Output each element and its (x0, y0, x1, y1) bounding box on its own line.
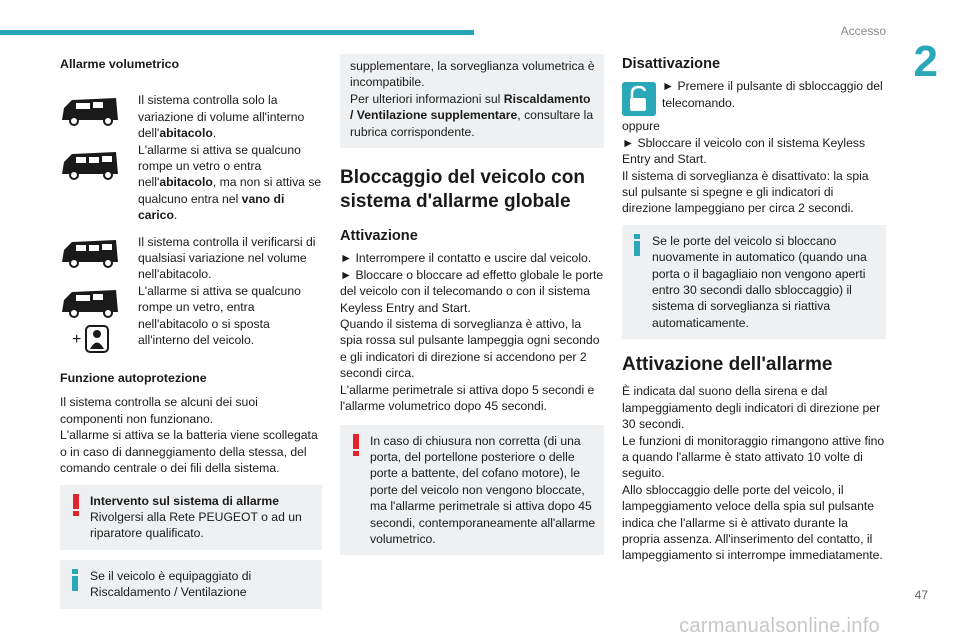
van-icon (60, 92, 122, 132)
block1-text2: L'allarme si attiva se qualcuno rompe un vetro o entra nell'abitacolo, ma non si attiva se qualcuno entra nel vano di carico. (138, 142, 322, 223)
continued-info-box (340, 54, 604, 148)
continued-text-1: supplementare, la sorveglianza volumetrica è incompatibile. (350, 59, 595, 90)
warning-icon (352, 434, 360, 456)
activation-step2: ► Bloccare o bloccare ad effetto globale le porte del veicolo con il telecomando o con il sistema Keyless Entry and Start. (340, 267, 604, 315)
activation-para1: Quando il sistema di sorveglianza è attivo, la spia rossa sul pulsante lampeggia ogni secondo e gli indicatori di direzione si accendono per 2 secondi circa. (340, 317, 600, 381)
block2-text1: Il sistema controlla il verificarsi di qualsiasi variazione nel volume nell'abitacolo. (138, 234, 316, 282)
vehicle-icons-1 (60, 92, 130, 223)
alarm-activation-title: Attivazione dell'allarme (622, 354, 833, 376)
self-protection-title: Funzione autoprotezione (60, 371, 207, 386)
vehicle-text-1 (138, 92, 322, 223)
warning-text: In caso di chiusura non corretta (di una porta, del portellone posteriore o delle porte a battente, del cofano motore), le porte del veicolo non vengono bloccate, ma l'allarme perimetrale si attiva dopo 45 secondi, contemporaneamente all'allarme volumetrico. (370, 433, 596, 546)
activation-para2: L'allarme perimetrale si attiva dopo 5 secondi e l'allarme volumetrico dopo 45 secondi. (340, 382, 595, 414)
info-icon (72, 569, 78, 591)
block2-text2: L'allarme si attiva se qualcuno rompe un vetro, entra nell'abitacolo o si sposta all'interno del veicolo. (138, 283, 301, 348)
vehicle-icons-2 (60, 234, 130, 358)
warning-text: Rivolgersi alla Rete PEUGEOT o ad un riparatore qualificato. (90, 509, 302, 541)
column-2 (340, 54, 604, 555)
continued-text-2: Per ulteriori informazioni sul Riscaldamento / Ventilazione supplementare, consultare la rubrica corrispondente. (350, 91, 594, 139)
warning-box-content (72, 493, 314, 542)
svg-text:+: + (72, 330, 82, 348)
alarm-para2: È indicata dal suono della sirena e dal lampeggiamento degli indicatori di direzione per 30 secondi. (622, 384, 881, 432)
info-box (622, 225, 886, 339)
info-text: Se le porte del veicolo si bloccano nuovamente in automatico (quando una porta o il bagagliaio non vengono aperti entro 30 secondi dallo sbloccaggio) il sistema di sorveglianza si riattiva automaticamente. (652, 233, 867, 330)
info-text: Se il veicolo è equipaggiato di Riscaldamento / Ventilazione (90, 568, 252, 600)
van-icon (60, 284, 122, 324)
deactivation-step1-block (622, 78, 886, 118)
van-icon (60, 146, 122, 186)
unlock-remote-icon (622, 82, 656, 116)
alarm-para4: Allo sbloccaggio delle porte del veicolo, il lampeggiamento veloce della spia sul pulsante indica che l'allarme si è attivato durante la propria assenza. All'inserimento del contatto, il lampeggiamento si interrompe immediatamente. (622, 482, 883, 563)
chapter-number: 2 (913, 37, 938, 86)
activation-step1: ► Interrompere il contatto e uscire dal veicolo. (340, 251, 592, 266)
activation-title: Attivazione (340, 228, 418, 245)
alarm-para3: Le funzioni di monitoraggio rimangono attive fino a quando l'allarme è stato attivato 10 volte di seguito. (622, 433, 885, 481)
person-icon (72, 324, 112, 354)
watermark-url: carmanualsonline.info (679, 615, 880, 637)
global-lock-title: Bloccaggio del veicolo con sistema d'allarme globale (340, 167, 585, 213)
warning-title: Intervento sul sistema di allarme (90, 493, 279, 508)
deactivation-step1: ► Premere il pulsante di sbloccaggio del telecomando. (662, 79, 883, 110)
or-text: oppure (622, 119, 660, 134)
column-1 (60, 56, 322, 609)
volumetric-alarm-title: Allarme volumetrico (60, 57, 180, 71)
info-icon (634, 234, 640, 256)
warning-box (60, 485, 322, 550)
top-accent-bar (0, 30, 474, 35)
vehicle-block-1 (60, 92, 322, 223)
van-icon (60, 234, 122, 274)
warning-box (340, 425, 604, 556)
warning-icon (72, 494, 80, 516)
section-name: Accesso (840, 24, 886, 38)
page-number: 47 (914, 588, 928, 602)
self-protection-para1: Il sistema controlla se alcuni dei suoi componenti non funzionano. (60, 395, 258, 426)
deactivation-title: Disattivazione (622, 56, 721, 72)
deactivation-para1: Il sistema di sorveglianza è disattivato: la spia sul pulsante si spegne e gli indicatori di direzione lampeggiano per circa 2 secondi. (622, 168, 869, 216)
column-3 (622, 56, 886, 564)
vehicle-text-2 (138, 234, 322, 358)
block1-text1: Il sistema controlla solo la variazione di volume all'interno dell'abitacolo. (138, 93, 305, 141)
self-protection-para2: L'allarme si attiva se la batteria viene scollegata o in caso di danneggiamento della stessa, del comando centrale o dei fili della sistema. (60, 428, 318, 476)
vehicle-block-2 (60, 234, 322, 358)
deactivation-step2: ► Sbloccare il veicolo con il sistema Keyless Entry and Start. (622, 135, 866, 167)
info-box (60, 560, 322, 609)
